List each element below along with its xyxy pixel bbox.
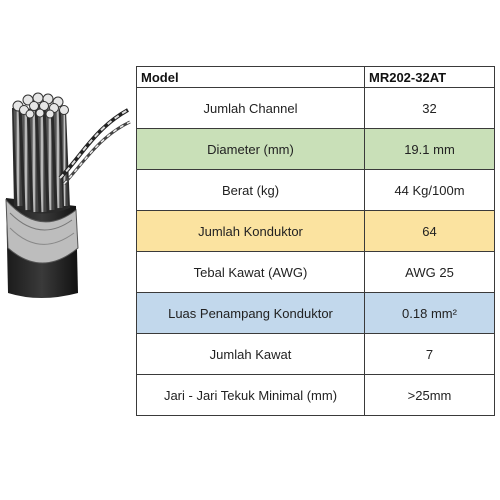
spec-label: Tebal Kawat (AWG) [137,252,365,293]
cable-illustration [0,88,134,303]
spec-label: Luas Penampang Konduktor [137,293,365,334]
spec-label: Jumlah Konduktor [137,211,365,252]
spec-value: 44 Kg/100m [365,170,495,211]
spec-value: 64 [365,211,495,252]
table-row [137,211,495,252]
spec-label: Jumlah Channel [137,88,365,129]
spec-label: Jumlah Kawat [137,334,365,375]
spec-value: 32 [365,88,495,129]
table-row [137,129,495,170]
table-row [137,170,495,211]
model-value: MR202-32AT [365,67,495,88]
table-header-row [137,67,495,88]
table-row [137,334,495,375]
spec-label: Berat (kg) [137,170,365,211]
spec-value: 0.18 mm² [365,293,495,334]
table-row [137,293,495,334]
spec-label: Diameter (mm) [137,129,365,170]
spec-value: >25mm [365,375,495,416]
spec-value: AWG 25 [365,252,495,293]
spec-label: Jari - Jari Tekuk Minimal (mm) [137,375,365,416]
spec-value: 7 [365,334,495,375]
table-row [137,375,495,416]
table-row [137,88,495,129]
table-row [137,252,495,293]
model-label: Model [137,67,365,88]
spec-table [136,66,495,416]
spec-value: 19.1 mm [365,129,495,170]
